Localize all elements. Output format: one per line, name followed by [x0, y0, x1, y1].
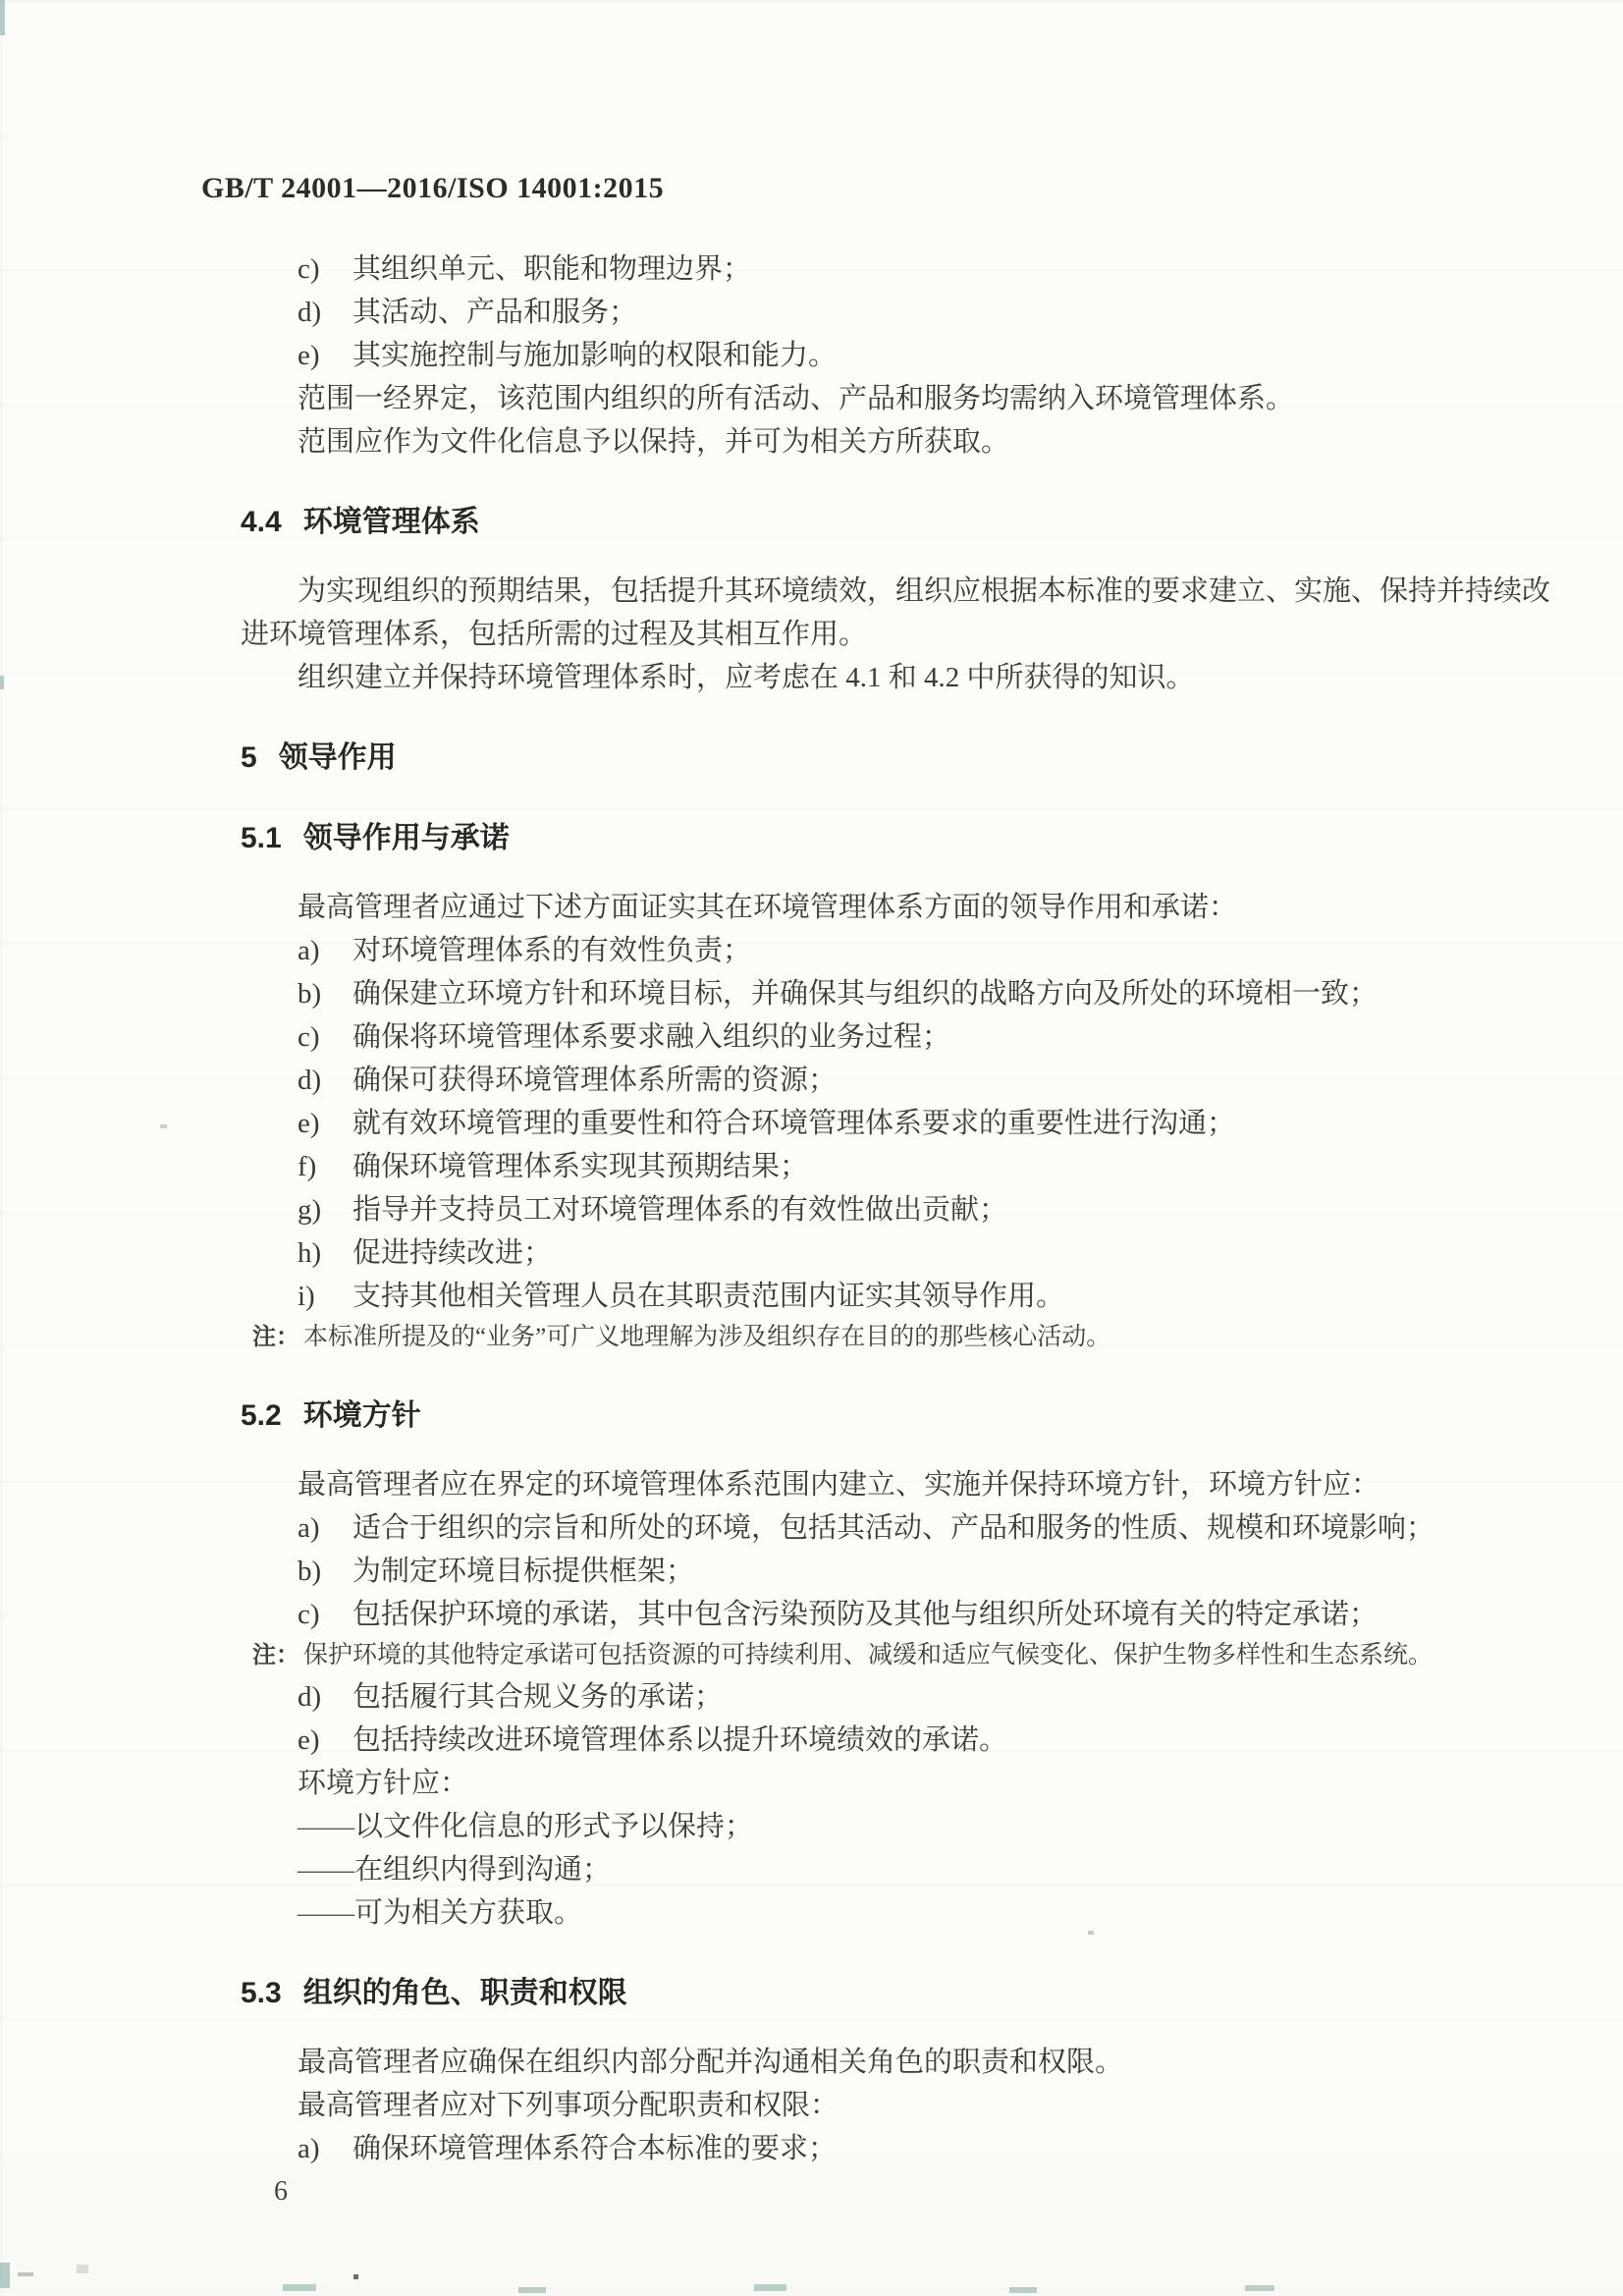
dash-text: 以文件化信息的形式予以保持； — [354, 1811, 754, 1842]
list-item-c — [201, 1015, 1623, 1059]
heading-title: 领导作用与承诺 — [302, 822, 510, 854]
paragraph: 最高管理者应确保在组织内部分配并沟通相关角色的职责和权限。 — [298, 2047, 1124, 2078]
scan-edge-mark — [518, 2287, 546, 2293]
paragraph: 最高管理者应对下列事项分配职责和权限： — [298, 2090, 839, 2121]
heading-title: 环境管理体系 — [302, 506, 480, 538]
item-text: 支持其他相关管理人员在其职责范围内证实其领导作用。 — [352, 1281, 1065, 1312]
item-text: 包括履行其合规义务的承诺； — [352, 1681, 724, 1713]
item-text: 包括持续改进环境管理体系以提升环境绩效的承诺。 — [352, 1724, 1008, 1756]
page-header: GB/T 24001—2016/ISO 14001:2015 — [201, 172, 665, 204]
list-item-i — [201, 1275, 1623, 1318]
heading-title: 领导作用 — [278, 741, 397, 774]
section-heading-5.2 — [201, 1394, 1623, 1438]
list-item-e — [201, 334, 1623, 377]
item-letter: c) — [298, 253, 320, 285]
page-number: 6 — [274, 2176, 288, 2207]
note-text: 保护环境的其他特定承诺可包括资源的可持续利用、减缓和适应气候变化、保护生物多样性和生态系统。 — [303, 1642, 1434, 1668]
list-item-e — [201, 1102, 1623, 1145]
list-item-d — [201, 1059, 1623, 1102]
item-letter: f) — [298, 1151, 317, 1182]
item-letter: h) — [298, 1237, 322, 1269]
section-heading-5.1 — [201, 817, 1623, 860]
item-letter: e) — [298, 1108, 320, 1139]
item-text: 适合于组织的宗旨和所处的环境，包括其活动、产品和服务的性质、规模和环境影响； — [352, 1512, 1435, 1544]
item-text: 包括保护环境的承诺，其中包含污染预防及其他与组织所处环境有关的特定承诺； — [352, 1599, 1379, 1630]
item-text: 其组织单元、职能和物理边界； — [352, 253, 752, 285]
heading-number: 4.4 — [241, 506, 282, 538]
item-text: 其实施控制与施加影响的权限和能力。 — [352, 340, 838, 371]
item-letter: d) — [298, 1681, 322, 1713]
heading-number: 5.2 — [241, 1399, 282, 1432]
note — [201, 1318, 1623, 1357]
list-item-a — [201, 929, 1623, 972]
list-item-b — [201, 972, 1623, 1015]
list-item-d — [201, 291, 1623, 334]
item-letter: d) — [298, 1065, 322, 1096]
list-item-f — [201, 1145, 1623, 1188]
dash-item — [201, 1848, 1623, 1891]
note — [201, 1636, 1623, 1675]
section-heading-5.3 — [201, 1972, 1623, 2015]
item-letter: d) — [298, 297, 322, 328]
heading-number: 5.3 — [241, 1977, 282, 2009]
paragraph: 最高管理者应通过下述方面证实其在环境管理体系方面的领导作用和承诺： — [298, 892, 1238, 923]
item-letter: b) — [298, 978, 322, 1010]
scan-edge-mark — [283, 2284, 316, 2291]
scan-edge-mark — [0, 2263, 10, 2288]
scan-speck — [18, 2272, 33, 2276]
item-text: 其活动、产品和服务； — [352, 297, 638, 328]
scan-edge-mark — [1009, 2287, 1037, 2293]
item-text: 确保环境管理体系符合本标准的要求； — [352, 2133, 838, 2164]
item-letter: a) — [298, 935, 320, 966]
note-label: 注： — [252, 1324, 299, 1350]
paragraph: 组织建立并保持环境管理体系时，应考虑在 4.1 和 4.2 中所获得的知识。 — [298, 662, 1195, 693]
list-item-d — [201, 1675, 1623, 1719]
item-letter: c) — [298, 1599, 320, 1630]
item-text: 促进持续改进； — [352, 1237, 553, 1269]
dash-text: 可为相关方获取。 — [354, 1897, 583, 1929]
scan-speck — [77, 2265, 88, 2273]
heading-title: 组织的角色、职责和权限 — [302, 1977, 627, 2009]
list-item-c — [201, 247, 1623, 291]
list-item-g — [201, 1188, 1623, 1231]
scan-speck — [353, 2274, 358, 2279]
section-heading-5 — [201, 737, 1623, 780]
item-letter: e) — [298, 1724, 320, 1756]
list-item-e — [201, 1719, 1623, 1762]
heading-title: 环境方针 — [302, 1399, 421, 1432]
scan-edge-mark — [754, 2284, 786, 2291]
item-letter: a) — [298, 1512, 320, 1544]
dash-mark: —— — [298, 1854, 354, 1886]
item-text: 指导并支持员工对环境管理体系的有效性做出贡献； — [352, 1194, 1008, 1226]
item-letter: g) — [298, 1194, 322, 1226]
list-item-c — [201, 1593, 1623, 1636]
dash-item — [201, 1805, 1623, 1848]
paragraph: 范围应作为文件化信息予以保持，并可为相关方所获取。 — [298, 426, 1010, 458]
paragraph: 环境方针应： — [298, 1768, 469, 1799]
list-item-a — [201, 1506, 1623, 1550]
dash-mark: —— — [298, 1897, 354, 1929]
item-text: 确保环境管理体系实现其预期结果； — [352, 1151, 809, 1182]
item-letter: a) — [298, 2133, 320, 2164]
list-item-a — [201, 2127, 1623, 2170]
item-text: 为制定环境目标提供框架； — [352, 1556, 695, 1587]
paragraph: 最高管理者应在界定的环境管理体系范围内建立、实施并保持环境方针，环境方针应： — [298, 1469, 1380, 1501]
note-text: 本标准所提及的“业务”可广义地理解为涉及组织存在目的的那些核心活动。 — [303, 1324, 1111, 1350]
item-text: 就有效环境管理的重要性和符合环境管理体系要求的重要性进行沟通； — [352, 1108, 1236, 1139]
note-label: 注： — [252, 1642, 299, 1668]
section-heading-4.4 — [201, 501, 1623, 544]
heading-number: 5.1 — [241, 822, 282, 854]
item-text: 确保将环境管理体系要求融入组织的业务过程； — [352, 1021, 951, 1053]
item-letter: b) — [298, 1556, 322, 1587]
dash-mark: —— — [298, 1811, 354, 1842]
item-text: 对环境管理体系的有效性负责； — [352, 935, 752, 966]
scan-edge-mark — [1245, 2285, 1274, 2291]
item-letter: c) — [298, 1021, 320, 1053]
item-letter: e) — [298, 340, 320, 371]
item-letter: i) — [298, 1281, 315, 1312]
item-text: 确保建立环境方针和环境目标，并确保其与组织的战略方向及所处的环境相一致； — [352, 978, 1379, 1010]
item-text: 确保可获得环境管理体系所需的资源； — [352, 1065, 838, 1096]
list-item-b — [201, 1550, 1623, 1593]
dash-item — [201, 1891, 1623, 1935]
dash-text: 在组织内得到沟通； — [354, 1854, 612, 1886]
list-item-h — [201, 1231, 1623, 1275]
paragraph: 范围一经界定，该范围内组织的所有活动、产品和服务均需纳入环境管理体系。 — [298, 383, 1295, 414]
paragraph: 进环境管理体系，包括所需的过程及其相互作用。 — [241, 619, 868, 650]
paragraph: 为实现组织的预期结果，包括提升其环境绩效，组织应根据本标准的要求建立、实施、保持并持续改 — [298, 575, 1551, 607]
heading-number: 5 — [241, 741, 257, 774]
